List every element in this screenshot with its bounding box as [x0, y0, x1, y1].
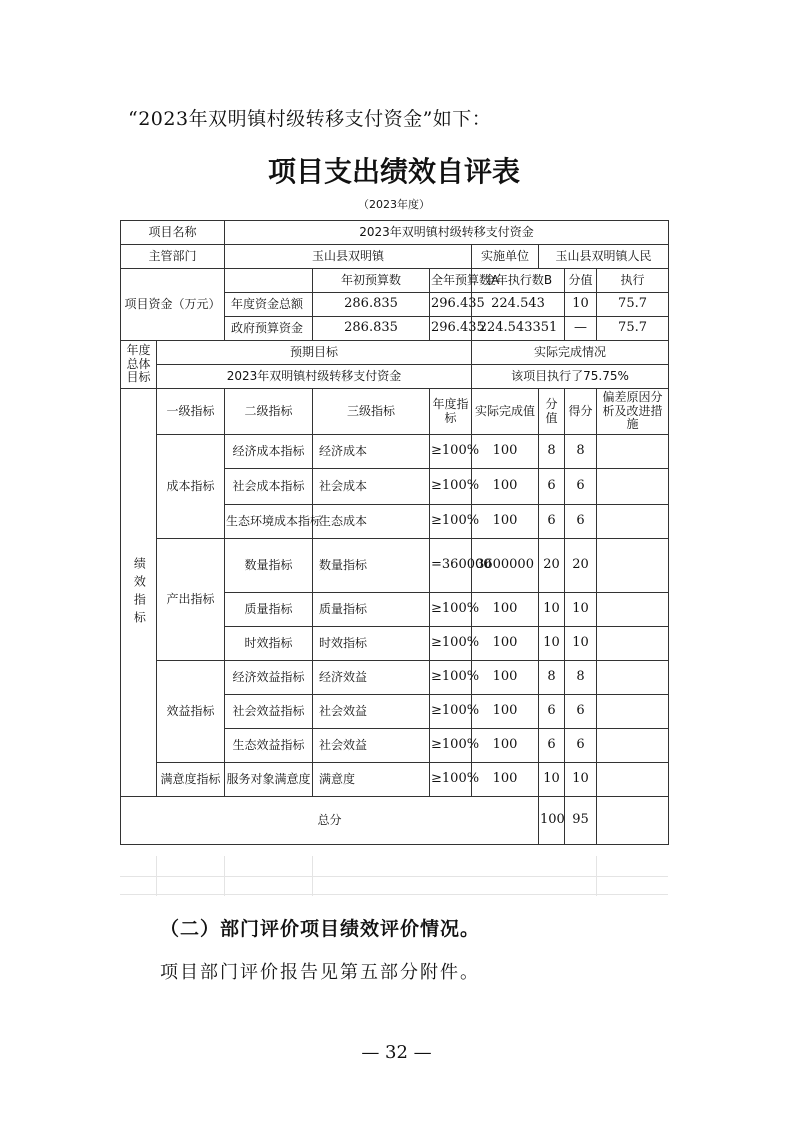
- target-cell: =360000: [430, 539, 472, 593]
- reason-cell: [597, 627, 669, 661]
- impl-label: 实施单位: [472, 245, 539, 269]
- level3-cell: 社会成本: [313, 469, 430, 505]
- perf-label: 绩效指标: [121, 389, 157, 797]
- level2-cell: 服务对象满意度: [225, 763, 313, 797]
- annual-initial: 286.835: [313, 293, 430, 317]
- group-name: 产出指标: [157, 539, 225, 661]
- got-cell: 8: [565, 435, 597, 469]
- actual-cell: 100: [472, 763, 539, 797]
- reason-cell: [597, 695, 669, 729]
- table-title: 项目支出绩效自评表: [267, 155, 520, 188]
- blank-rows: [120, 856, 668, 896]
- reason-cell: [597, 435, 669, 469]
- score-cell: 10: [539, 627, 565, 661]
- level3-cell: 经济效益: [313, 661, 430, 695]
- got-cell: 6: [565, 505, 597, 539]
- actual-cell: 100: [472, 505, 539, 539]
- level2-cell: 时效指标: [225, 627, 313, 661]
- target-cell: ≥100%: [430, 593, 472, 627]
- annual-rate: 75.7: [597, 293, 669, 317]
- dept-value: 玉山县双明镇: [225, 245, 472, 269]
- table-row: [121, 763, 669, 797]
- level3-cell: 数量指标: [313, 539, 430, 593]
- got-cell: 6: [565, 729, 597, 763]
- total-reason: [597, 797, 669, 845]
- group-name: 满意度指标: [157, 763, 225, 797]
- level2-cell: 经济成本指标: [225, 435, 313, 469]
- level2-cell: 经济效益指标: [225, 661, 313, 695]
- col-initial: 年初预算数: [313, 269, 430, 293]
- total-got: 95: [565, 797, 597, 845]
- level3-cell: 质量指标: [313, 593, 430, 627]
- total-score: 100: [539, 797, 565, 845]
- got-cell: 10: [565, 627, 597, 661]
- actual-cell: 100: [472, 695, 539, 729]
- actual-label: 实际完成情况: [472, 341, 669, 365]
- reason-cell: [597, 539, 669, 593]
- target-cell: ≥100%: [430, 469, 472, 505]
- reason-cell: [597, 763, 669, 797]
- self-evaluation-table: [120, 220, 669, 845]
- score-cell: 6: [539, 469, 565, 505]
- level3-cell: 社会效益: [313, 695, 430, 729]
- level2-cell: 质量指标: [225, 593, 313, 627]
- gov-rate: 75.7: [597, 317, 669, 341]
- total-label: 总分: [121, 797, 539, 845]
- dept-label: 主管部门: [121, 245, 225, 269]
- level2-cell: 社会成本指标: [225, 469, 313, 505]
- h-level1: 一级指标: [157, 389, 225, 435]
- got-cell: 10: [565, 593, 597, 627]
- h-reason: 偏差原因分析及改进措施: [597, 389, 669, 435]
- target-cell: ≥100%: [430, 763, 472, 797]
- got-cell: 20: [565, 539, 597, 593]
- h-annual: 年度指标: [430, 389, 472, 435]
- actual-value: 该项目执行了75.75%: [472, 365, 669, 389]
- actual-cell: 100: [472, 435, 539, 469]
- got-cell: 10: [565, 763, 597, 797]
- actual-cell: 100: [472, 661, 539, 695]
- score-cell: 20: [539, 539, 565, 593]
- group-name: 效益指标: [157, 661, 225, 763]
- expected-value: 2023年双明镇村级转移支付资金: [157, 365, 472, 389]
- col-full: 全年预算数A: [430, 269, 472, 293]
- level3-cell: 满意度: [313, 763, 430, 797]
- score-cell: 6: [539, 695, 565, 729]
- impl-value: 玉山县双明镇人民: [539, 245, 669, 269]
- page-number: — 32 —: [361, 1042, 432, 1063]
- actual-cell: 100: [472, 729, 539, 763]
- table-year: （2023年度）: [358, 198, 430, 211]
- gov-label: 政府预算资金: [225, 317, 313, 341]
- reason-cell: [597, 593, 669, 627]
- target-cell: ≥100%: [430, 661, 472, 695]
- got-cell: 8: [565, 661, 597, 695]
- gov-full: 296.435: [430, 317, 472, 341]
- level2-cell: 生态环境成本指标: [225, 505, 313, 539]
- col-exec: 全年执行数B: [472, 269, 565, 293]
- level2-cell: 社会效益指标: [225, 695, 313, 729]
- gov-exec: 224.543351: [472, 317, 565, 341]
- reason-cell: [597, 661, 669, 695]
- annual-full: 296.435: [430, 293, 472, 317]
- actual-cell: 3600000: [472, 539, 539, 593]
- intro-line: “2023年双明镇村级转移支付资金”如下：: [128, 108, 492, 130]
- group-name: 成本指标: [157, 435, 225, 539]
- h-level3: 三级指标: [313, 389, 430, 435]
- reason-cell: [597, 729, 669, 763]
- target-cell: ≥100%: [430, 627, 472, 661]
- level3-cell: 社会效益: [313, 729, 430, 763]
- goal-label: 年度总体目标: [121, 341, 157, 389]
- section-heading: （二）部门评价项目绩效评价情况。: [160, 918, 481, 940]
- project-name-label: 项目名称: [121, 221, 225, 245]
- performance-sheet: [120, 144, 668, 896]
- score-cell: 6: [539, 729, 565, 763]
- level2-cell: 数量指标: [225, 539, 313, 593]
- got-cell: 6: [565, 469, 597, 505]
- level3-cell: 生态成本: [313, 505, 430, 539]
- level3-cell: 时效指标: [313, 627, 430, 661]
- project-name: 2023年双明镇村级转移支付资金: [225, 221, 669, 245]
- h-got: 得分: [565, 389, 597, 435]
- level2-cell: 生态效益指标: [225, 729, 313, 763]
- funds-blank-header: [225, 269, 313, 293]
- actual-cell: 100: [472, 593, 539, 627]
- score-cell: 10: [539, 593, 565, 627]
- target-cell: ≥100%: [430, 695, 472, 729]
- expected-label: 预期目标: [157, 341, 472, 365]
- table-row: [121, 539, 669, 593]
- target-cell: ≥100%: [430, 505, 472, 539]
- got-cell: 6: [565, 695, 597, 729]
- target-cell: ≥100%: [430, 435, 472, 469]
- target-cell: ≥100%: [430, 729, 472, 763]
- actual-cell: 100: [472, 627, 539, 661]
- col-score: 分值: [565, 269, 597, 293]
- h-score: 分值: [539, 389, 565, 435]
- reason-cell: [597, 505, 669, 539]
- table-row: [121, 435, 669, 469]
- h-actual: 实际完成值: [472, 389, 539, 435]
- annual-score: 10: [565, 293, 597, 317]
- table-row: [121, 661, 669, 695]
- level3-cell: 经济成本: [313, 435, 430, 469]
- actual-cell: 100: [472, 469, 539, 505]
- score-cell: 8: [539, 661, 565, 695]
- body-text: 项目部门评价报告见第五部分附件。: [160, 962, 480, 983]
- col-rate: 执行: [597, 269, 669, 293]
- score-cell: 8: [539, 435, 565, 469]
- funds-label: 项目资金（万元）: [121, 269, 225, 341]
- h-level2: 二级指标: [225, 389, 313, 435]
- score-cell: 10: [539, 763, 565, 797]
- annual-label: 年度资金总额: [225, 293, 313, 317]
- reason-cell: [597, 469, 669, 505]
- score-cell: 6: [539, 505, 565, 539]
- gov-score: —: [565, 317, 597, 341]
- gov-initial: 286.835: [313, 317, 430, 341]
- annual-exec: 224.543: [472, 293, 565, 317]
